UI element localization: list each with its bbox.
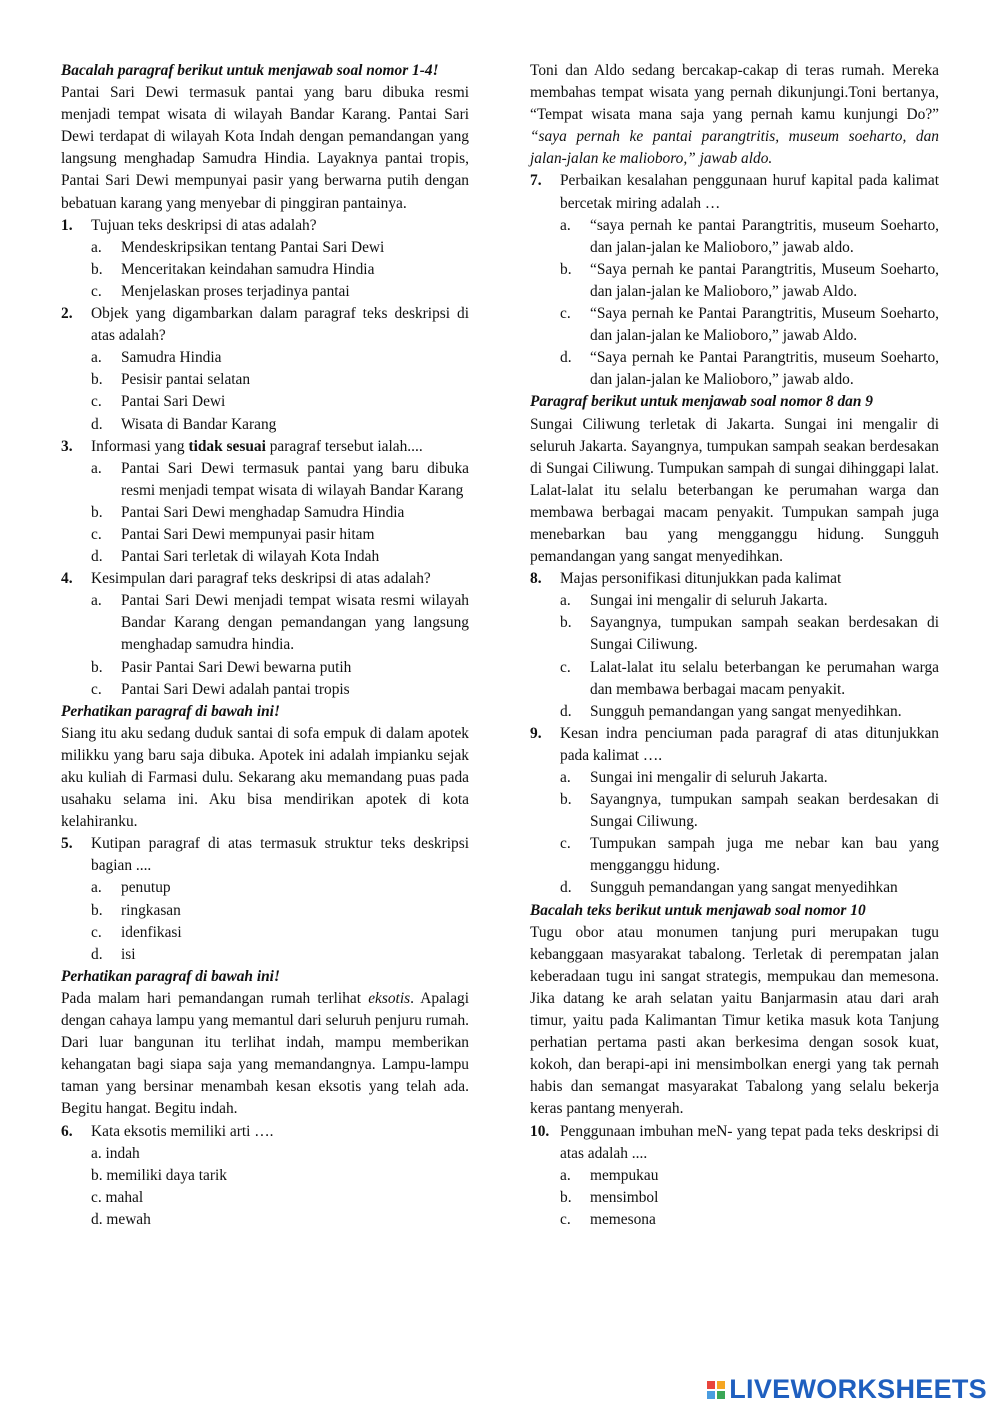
- answer-option[interactable]: [91, 259, 469, 281]
- option-letter: c.: [560, 835, 571, 853]
- question-8: [530, 568, 939, 590]
- section-heading: Paragraf berikut untuk menjawab soal nomor 8 dan 9: [530, 393, 873, 411]
- option-text: ringkasan: [121, 901, 181, 919]
- reading-passage: Siang itu aku sedang duduk santai di sofa empuk di dalam apotek milikku yang baru saja dibuka. Apotek ini adalah impianku sejak aku kuliah di Farmasi dulu. Sekarang aku memandang puas pada usahaku selama ini. Aku bisa mendirikan apotek di kota kelahiranku.: [61, 724, 469, 831]
- answer-option[interactable]: [91, 679, 469, 701]
- option-text: Pantai Sari Dewi menghadap Samudra Hindia: [121, 503, 405, 521]
- answer-option[interactable]: [91, 590, 469, 656]
- passage-text: Toni dan Aldo sedang bercakap-cakap di teras rumah. Mereka membahas tempat wisata yang pernah dikunjungi.Toni bertanya, “Tempat wisata mana saja yang pernah kamu kunjungi Do?”: [530, 62, 939, 124]
- answer-option[interactable]: [560, 303, 939, 347]
- option-letter: b.: [91, 371, 103, 389]
- question-9-options: [530, 767, 939, 900]
- option-text: Lalat-lalat itu selalu beterbangan ke perumahan warga dan membawa berbagai macam penyakit.: [590, 658, 939, 698]
- option-letter: d.: [560, 879, 572, 897]
- logo-icon: [707, 1381, 725, 1399]
- option-text: d. mewah: [91, 1210, 151, 1228]
- option-letter: c.: [91, 923, 102, 941]
- question-number: 10.: [530, 1122, 550, 1140]
- option-letter: c.: [91, 393, 102, 411]
- question-1-options: [61, 237, 469, 303]
- option-letter: b.: [560, 614, 572, 632]
- option-letter: b.: [91, 260, 103, 278]
- option-text: Pasir Pantai Sari Dewi bewarna putih: [121, 658, 352, 676]
- question-number: 6.: [61, 1122, 73, 1140]
- right-column: [530, 60, 939, 1231]
- question-text: Perbaikan kesalahan penggunaan huruf kapital pada kalimat bercetak miring adalah …: [560, 172, 939, 212]
- answer-option[interactable]: [560, 789, 939, 833]
- option-letter: c.: [91, 680, 102, 698]
- question-5-options: [61, 877, 469, 965]
- question-text: Penggunaan imbuhan meN- yang tepat pada teks deskripsi di atas adalah ....: [560, 1122, 939, 1162]
- passage-italic-word: eksotis: [368, 989, 411, 1007]
- passage-italic-sentence: “saya pernah ke pantai parangtritis, museum soeharto, dan jalan-jalan ke malioboro,” jawab aldo.: [530, 128, 939, 168]
- answer-option[interactable]: [91, 458, 469, 502]
- option-text: idenfikasi: [121, 923, 182, 941]
- section-heading: Perhatikan paragraf di bawah ini!: [61, 967, 280, 985]
- answer-option[interactable]: [91, 944, 469, 966]
- option-text: Pantai Sari Dewi mempunyai pasir hitam: [121, 525, 375, 543]
- answer-option[interactable]: [560, 833, 939, 877]
- option-text: mempukau: [590, 1166, 659, 1184]
- option-text: Wisata di Bandar Karang: [121, 415, 277, 433]
- option-text: “Saya pernah ke Pantai Parangtritis, museum Soeharto, dan jalan-jalan ke Malioboro,” jawab aldo.: [590, 349, 939, 389]
- question-10: [530, 1121, 939, 1165]
- question-text-part: Informasi yang: [91, 437, 189, 455]
- question-2: [61, 303, 469, 347]
- option-text: Sungguh pemandangan yang sangat menyedihkan: [590, 879, 898, 897]
- reading-passage: Sungai Ciliwung terletak di Jakarta. Sungai ini mengalir di seluruh Jakarta. Sayangnya, tumpukan sampah seakan berdesakan di Sungai Ciliwung. Tumpukan sampah di sungai dihinggapi lalat. Lalat-lalat itu selalu beterbangan ke perumahan warga dan membawa berbagai macam penyakit. Tumpukan sampah juga menebarkan bau yang mengganggu hidung. Sungguh pemandangan yang sangat menyedihkan.: [530, 415, 939, 566]
- option-text: c. mahal: [91, 1188, 144, 1206]
- option-letter: c.: [560, 658, 571, 676]
- reading-passage: [61, 988, 469, 1121]
- question-text-emphasis: tidak sesuai: [188, 437, 266, 455]
- option-letter: a.: [560, 592, 571, 610]
- answer-option[interactable]: [91, 877, 469, 899]
- option-text: Pantai Sari Dewi adalah pantai tropis: [121, 680, 350, 698]
- option-text: b. memiliki daya tarik: [91, 1166, 227, 1184]
- answer-option[interactable]: [91, 524, 469, 546]
- option-text: Pantai Sari terletak di wilayah Kota Indah: [121, 548, 380, 566]
- question-text: [91, 436, 469, 458]
- question-5: [61, 833, 469, 877]
- question-10-options: [530, 1165, 939, 1231]
- option-text: a. indah: [91, 1144, 140, 1162]
- question-9: [530, 723, 939, 767]
- option-letter: a.: [91, 592, 102, 610]
- option-letter: b.: [91, 503, 103, 521]
- option-text: Sungguh pemandangan yang sangat menyedihkan.: [590, 702, 902, 720]
- question-number: 3.: [61, 437, 73, 455]
- option-text: Menjelaskan proses terjadinya pantai: [121, 282, 350, 300]
- left-column: [61, 60, 469, 1231]
- question-8-options: [530, 590, 939, 723]
- answer-option[interactable]: [91, 1143, 469, 1165]
- option-text: Mendeskripsikan tentang Pantai Sari Dewi: [121, 238, 385, 256]
- option-letter: a.: [91, 879, 102, 897]
- answer-option[interactable]: [91, 281, 469, 303]
- option-text: memesona: [590, 1210, 656, 1228]
- option-letter: a.: [91, 238, 102, 256]
- liveworksheets-logo[interactable]: [707, 1374, 987, 1405]
- question-text: Kesimpulan dari paragraf teks deskripsi di atas adalah?: [91, 570, 431, 588]
- question-6-options: [61, 1143, 469, 1231]
- option-letter: a.: [560, 1166, 571, 1184]
- option-letter: c.: [560, 1210, 571, 1228]
- question-text: Kutipan paragraf di atas termasuk struktur teks deskripsi bagian ....: [91, 835, 469, 875]
- question-6: [61, 1121, 469, 1143]
- answer-option[interactable]: [91, 502, 469, 524]
- option-text: “Saya pernah ke Pantai Parangtritis, Museum Soeharto, dan jalan-jalan ke Malioboro,” jawab Aldo.: [590, 305, 939, 345]
- answer-option[interactable]: [91, 657, 469, 679]
- answer-option[interactable]: [560, 1209, 939, 1231]
- question-7: [530, 170, 939, 214]
- option-letter: c.: [91, 525, 102, 543]
- option-letter: b.: [560, 791, 572, 809]
- answer-option[interactable]: [91, 922, 469, 944]
- answer-option[interactable]: [560, 767, 939, 789]
- reading-passage: Pantai Sari Dewi termasuk pantai yang baru dibuka resmi menjadi tempat wisata di wilayah Bandar Karang. Pantai Sari Dewi terdapat di wilayah Kota Indah dengan pemandangan yang langsung menghadap Samudra Hindia. Layaknya pantai tropis, Pantai Sari Dewi mempunyai pasir yang berwarna putih dengan bebatuan karang yang menyebar di pinggiran pantainya.: [61, 84, 469, 212]
- question-2-options: [61, 347, 469, 435]
- answer-option[interactable]: [91, 1187, 469, 1209]
- option-letter: a.: [560, 216, 571, 234]
- answer-option[interactable]: [560, 590, 939, 612]
- passage-text: . Apalagi dengan cahaya lampu yang memantul dari seluruh penjuru rumah. Dari luar bangunan itu terlihat indah, mampu memberikan kehangatan bagi siapa saja yang memandangnya. Lampu-lampu taman yang bersinar menambah kesan eksotis yang telah ada. Begitu hangat. Begitu indah.: [61, 989, 469, 1118]
- question-number: 7.: [530, 172, 542, 190]
- answer-option[interactable]: [91, 391, 469, 413]
- question-text: Kata eksotis memiliki arti ….: [91, 1122, 274, 1140]
- option-text: “Saya pernah ke pantai Parangtritis, Museum Soeharto, dan jalan-jalan ke Malioboro,” jawab Aldo.: [590, 260, 939, 300]
- answer-option[interactable]: [91, 900, 469, 922]
- option-text: Tumpukan sampah juga me nebar kan bau yang mengganggu hidung.: [590, 835, 939, 875]
- option-letter: b.: [560, 260, 572, 278]
- question-text: Kesan indra penciuman pada paragraf di atas ditunjukkan pada kalimat ….: [560, 724, 939, 764]
- question-1: [61, 215, 469, 237]
- option-text: Sungai ini mengalir di seluruh Jakarta.: [590, 769, 828, 786]
- option-text: isi: [121, 945, 136, 963]
- section-heading: Bacalah paragraf berikut untuk menjawab soal nomor 1-4!: [61, 62, 439, 79]
- logo-square: [707, 1381, 715, 1389]
- question-text: Objek yang digambarkan dalam paragraf teks deskripsi di atas adalah?: [91, 305, 469, 345]
- answer-option[interactable]: [560, 215, 939, 259]
- answer-option[interactable]: [91, 347, 469, 369]
- logo-text: LIVEWORKSHEETS: [729, 1374, 987, 1404]
- question-3-options: [61, 458, 469, 568]
- question-number: 9.: [530, 724, 542, 742]
- option-letter: b.: [560, 1188, 572, 1206]
- option-text: Samudra Hindia: [121, 349, 222, 367]
- option-letter: b.: [91, 658, 103, 676]
- question-number: 2.: [61, 305, 73, 323]
- question-number: 1.: [61, 216, 73, 234]
- answer-option[interactable]: [560, 657, 939, 701]
- option-letter: d.: [91, 548, 103, 566]
- question-7-options: [530, 215, 939, 392]
- option-text: “saya pernah ke pantai Parangtritis, museum Soeharto, dan jalan-jalan ke Malioboro,” jawab aldo.: [590, 216, 939, 256]
- option-text: Pesisir pantai selatan: [121, 371, 251, 389]
- question-4-options: [61, 590, 469, 700]
- option-letter: b.: [91, 901, 103, 919]
- question-text: Tujuan teks deskripsi di atas adalah?: [91, 216, 317, 234]
- question-4: [61, 568, 469, 590]
- option-letter: d.: [560, 349, 572, 367]
- answer-option[interactable]: [560, 1165, 939, 1187]
- option-text: Sungai ini mengalir di seluruh Jakarta.: [590, 592, 828, 610]
- answer-option[interactable]: [560, 701, 939, 723]
- question-text: Majas personifikasi ditunjukkan pada kalimat: [560, 570, 842, 588]
- logo-square: [717, 1391, 725, 1399]
- section-heading: Perhatikan paragraf di bawah ini!: [61, 702, 280, 720]
- answer-option[interactable]: [560, 877, 939, 899]
- option-letter: d.: [91, 945, 103, 963]
- option-text: Pantai Sari Dewi termasuk pantai yang baru dibuka resmi menjadi tempat wisata di wilayah Bandar Karang: [121, 459, 469, 499]
- answer-option[interactable]: [560, 259, 939, 303]
- answer-option[interactable]: [560, 1187, 939, 1209]
- option-letter: a.: [91, 459, 102, 477]
- reading-passage: [530, 60, 939, 170]
- answer-option[interactable]: [91, 369, 469, 391]
- option-text: Menceritakan keindahan samudra Hindia: [121, 260, 375, 278]
- logo-square: [707, 1391, 715, 1399]
- option-text: penutup: [121, 879, 171, 897]
- option-text: Sayangnya, tumpukan sampah seakan berdesakan di Sungai Ciliwung.: [590, 614, 939, 654]
- section-heading: Bacalah teks berikut untuk menjawab soal nomor 10: [530, 901, 866, 919]
- question-number: 5.: [61, 835, 73, 853]
- option-letter: a.: [560, 769, 571, 786]
- option-letter: d.: [91, 415, 103, 433]
- passage-text: Pada malam hari pemandangan rumah terlihat: [61, 989, 369, 1007]
- option-letter: c.: [91, 282, 102, 300]
- option-text: Sayangnya, tumpukan sampah seakan berdesakan di Sungai Ciliwung.: [590, 791, 939, 831]
- answer-option[interactable]: [91, 414, 469, 436]
- option-letter: a.: [91, 349, 102, 367]
- reading-passage: Tugu obor atau monumen tanjung puri merupakan tugu kebanggaan masyarakat tabalong. Terletak di perempatan jalan keberadaan tugu ini sangat strategis, mempukau dan memesona. Jika datang ke arah selatan yaitu Banjarmasin atau dari arah timur, yaitu pada Kalimantan Timur ketika masuk kota Tanjung perhatian pertama pasti akan berkesima dengan sosok kuat, kokoh, dan berapi-api ini mensimbolkan energi yang tak pernah habis dan semangat masyarakat Tabalong yang selalu bekerja keras pantang menyerah.: [530, 923, 939, 1118]
- question-text-part: paragraf tersebut ialah....: [265, 437, 423, 455]
- answer-option[interactable]: [91, 546, 469, 568]
- answer-option[interactable]: [91, 1165, 469, 1187]
- logo-square: [717, 1381, 725, 1389]
- option-text: Pantai Sari Dewi: [121, 393, 226, 411]
- question-3: [61, 436, 469, 458]
- option-letter: d.: [560, 702, 572, 720]
- answer-option[interactable]: [91, 1209, 469, 1231]
- answer-option[interactable]: [560, 347, 939, 391]
- option-text: mensimbol: [590, 1188, 659, 1206]
- answer-option[interactable]: [91, 237, 469, 259]
- option-text: Pantai Sari Dewi menjadi tempat wisata resmi wilayah Bandar Karang dengan pemandangan yang langsung menghadap samudra hindia.: [121, 592, 469, 654]
- question-number: 4.: [61, 570, 73, 588]
- option-letter: c.: [560, 305, 571, 323]
- question-number: 8.: [530, 570, 542, 588]
- answer-option[interactable]: [560, 612, 939, 656]
